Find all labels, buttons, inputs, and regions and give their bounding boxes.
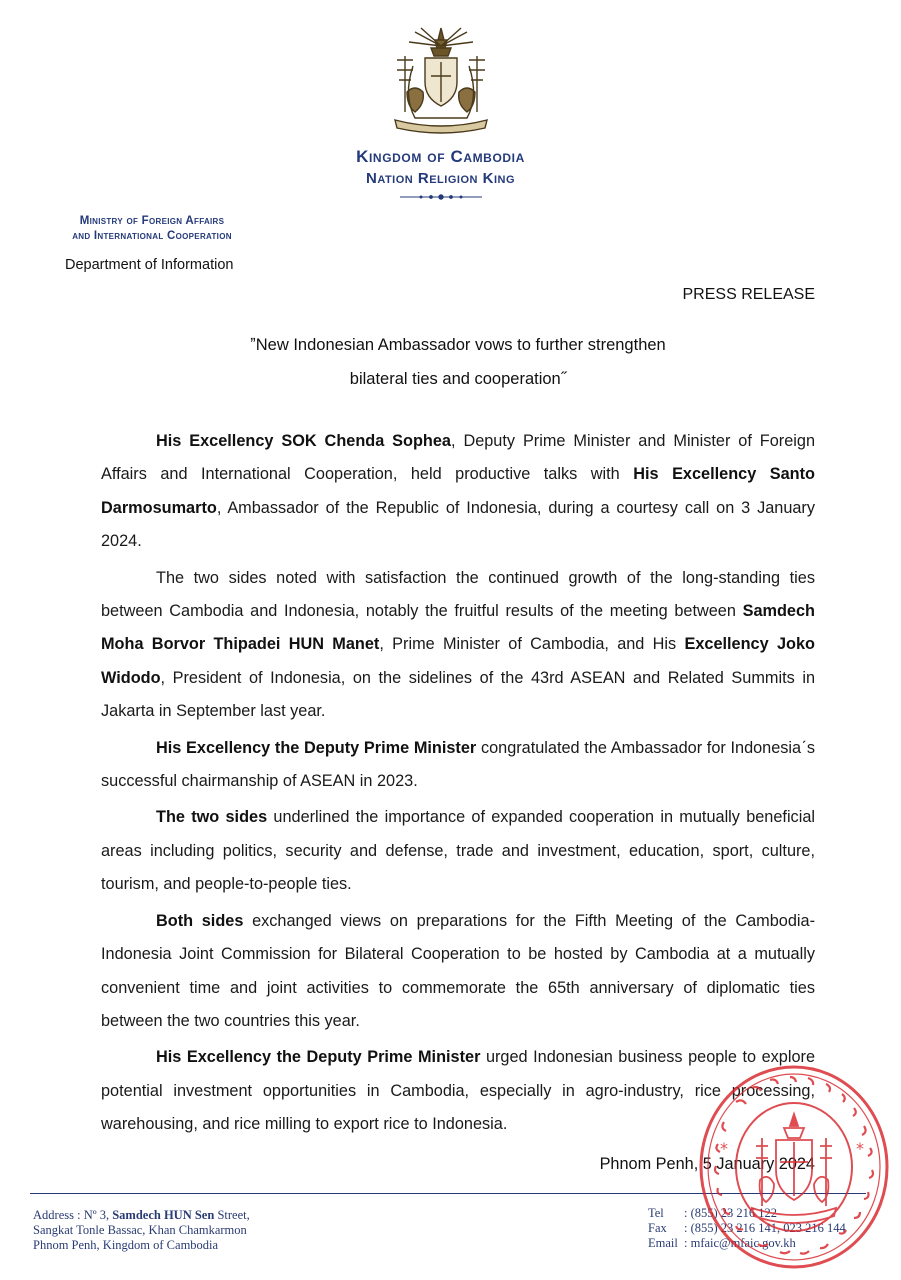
dateline: Phnom Penh, 5 January 2024 <box>599 1155 815 1173</box>
p2-text-3: , President of Indonesia, on the sidelines of the 43rd ASEAN and Related Summits in Jakarta in September last year. <box>101 668 815 721</box>
p5-text-1: exchanged views on preparations for the Fifth Meeting of the Cambodia-Indonesia Joint Commission for Bilateral Cooperation to be hosted by Cambodia at a mutually convenient time and joint activities to commemorate the 65th anniversary of diplomatic ties between the two countries this year. <box>101 911 815 1030</box>
footer-address <box>33 1208 250 1253</box>
p1-bold-1: His Excellency SOK Chenda Sophea <box>156 432 451 450</box>
ministry-name <box>22 214 282 244</box>
address-street-suffix: Street, <box>214 1208 250 1222</box>
p2-text-1: The two sides noted with satisfaction the continued growth of the long-standing ties between Cambodia and Indonesia, notably the fruitful results of the meeting between <box>101 568 815 621</box>
paragraph-2 <box>101 562 815 729</box>
email-value[interactable]: : mfaic@mfaic.gov.kh <box>684 1236 796 1250</box>
ornament-divider-icon <box>398 192 484 202</box>
paragraph-5 <box>101 905 815 1039</box>
p1-text-1: , Deputy Prime Minister and Minister of Foreign Affairs and International Cooperation, held productive talks with <box>101 432 815 484</box>
ministry-line-2: and International Cooperation <box>72 230 232 242</box>
svg-text:*: * <box>856 1139 864 1158</box>
press-release-body <box>101 425 815 1145</box>
p1-bold-2: His Excellency Santo Darmosumarto <box>101 465 815 517</box>
royal-coat-of-arms-emblem <box>385 26 497 134</box>
email-label: Email <box>648 1236 678 1250</box>
paragraph-1 <box>101 425 815 559</box>
kingdom-title: Kingdom of Cambodia <box>356 147 525 166</box>
press-release-headline <box>0 328 901 396</box>
department-name: Department of Information <box>65 257 234 273</box>
p1-text-2: , Ambassador of the Republic of Indonesia, during a courtesy call on 3 January 2024. <box>101 498 815 551</box>
press-release-label: PRESS RELEASE <box>682 286 815 303</box>
p3-bold-1: His Excellency the Deputy Prime Minister <box>156 738 477 757</box>
address-line-1 <box>33 1208 250 1223</box>
kingdom-motto: Nation Religion King <box>365 170 516 187</box>
ministry-line-1: Ministry of Foreign Affairs <box>79 215 225 227</box>
address-prefix: Address : Nº 3, <box>33 1208 113 1222</box>
svg-text:*: * <box>720 1139 728 1158</box>
headline-line-1: ˮNew Indonesian Ambassador vows to further strengthen <box>250 336 666 354</box>
p4-text-1: underlined the importance of expanded cooperation in mutually beneficial areas including politics, security and defense, trade and investment, education, sport, culture, tourism, and people-to-people ties. <box>101 808 815 894</box>
p6-text-1: urged Indonesian business people to explore potential investment opportunities in Cambodia, especially in agro-industry, rice processing, warehousing, and rice milling to export rice to Indonesia. <box>101 1048 815 1134</box>
tel-value: : (855) 23 216 122 <box>684 1206 778 1220</box>
p6-bold-1: His Excellency the Deputy Prime Minister <box>156 1048 481 1067</box>
official-ministry-seal-stamp <box>696 1062 892 1272</box>
fax-label: Fax <box>648 1221 667 1235</box>
tel-label: Tel <box>648 1206 664 1220</box>
address-line-3: Phnom Penh, Kingdom of Cambodia <box>33 1238 219 1252</box>
address-line-2: Sangkat Tonle Bassac, Khan Chamkarmon <box>33 1223 247 1237</box>
p2-text-2: , Prime Minister of Cambodia, and His <box>379 635 685 654</box>
headline-line-2: bilateral ties and cooperation˝ <box>349 370 567 388</box>
p3-text-2: s successful chairmanship of ASEAN in 2023. <box>101 738 815 791</box>
p2-bold-2: Excellency Joko Widodo <box>101 635 815 687</box>
p4-bold-1: The two sides <box>156 808 268 827</box>
p2-bold-1: Samdech Moha Borvor Thipadei HUN Manet <box>101 602 815 654</box>
p5-bold-1: Both sides <box>156 911 244 930</box>
p3-text-1: congratulated the Ambassador for Indonesiaˊ <box>476 738 807 757</box>
fax-value: : (855) 23 216 141, 023 216 144 <box>684 1221 846 1235</box>
address-street-bold: Samdech HUN Sen <box>112 1208 215 1222</box>
paragraph-4 <box>101 801 815 901</box>
paragraph-3 <box>101 732 815 799</box>
